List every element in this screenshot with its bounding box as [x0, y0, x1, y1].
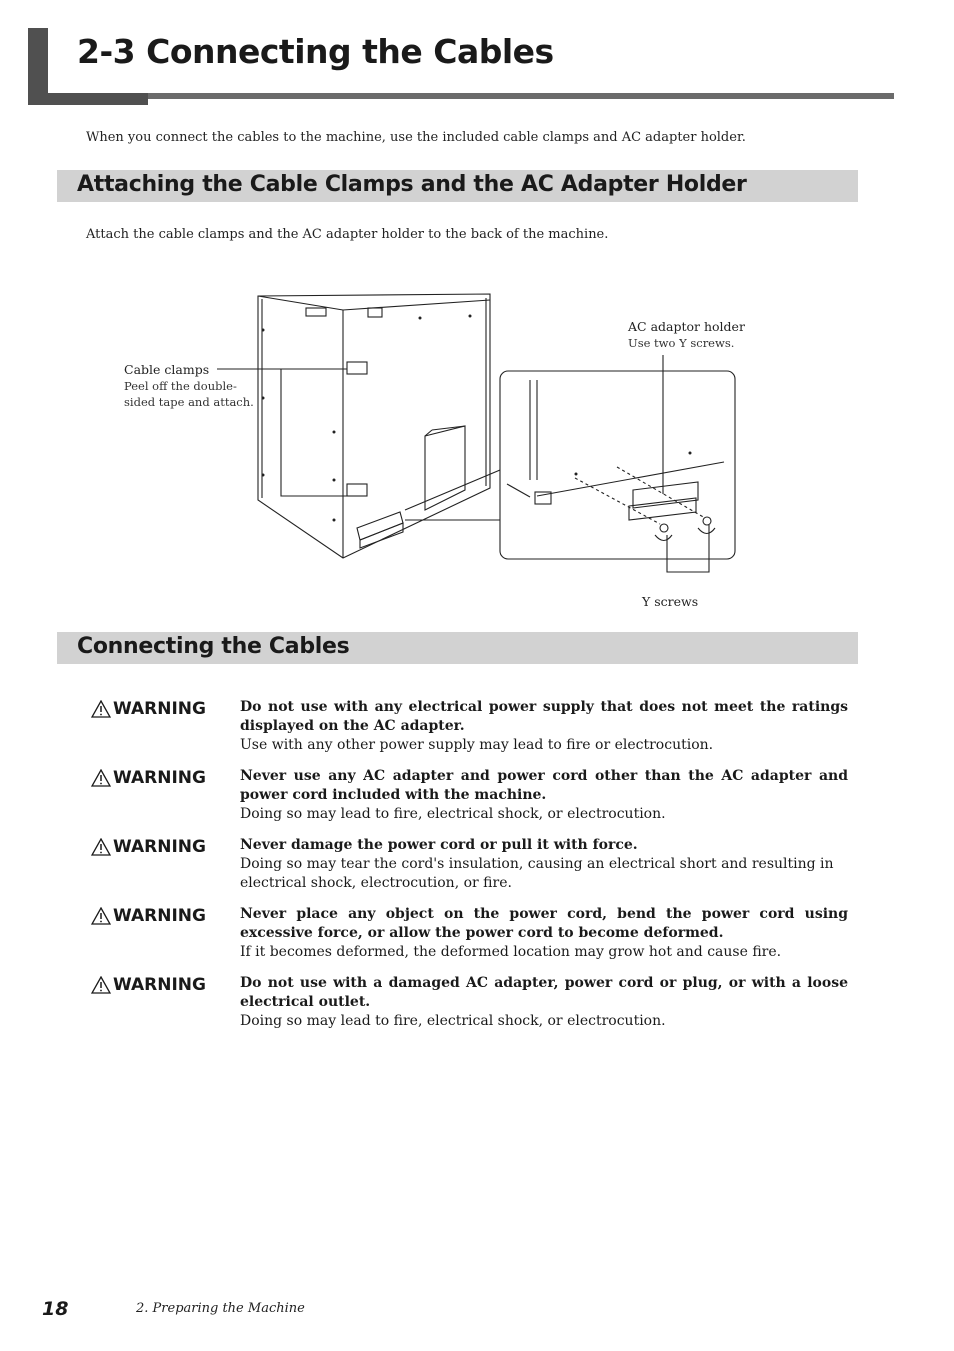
label-adaptor-holder: AC adaptor holder	[628, 319, 745, 334]
intro-text: When you connect the cables to the machine, use the included cable clamps and AC adapter holder.	[86, 130, 746, 145]
warning-text-3	[240, 836, 848, 893]
warning-triangle-icon	[91, 838, 111, 856]
warning-bold-5: Do not use with a damaged AC adapter, power cord or plug, or with a loose electrical outlet.	[240, 975, 848, 1010]
label-cable-clamps: Cable clamps	[124, 362, 210, 377]
warning-label-1	[91, 698, 206, 720]
chapter-name: 2. Preparing the Machine	[136, 1301, 305, 1316]
warning-triangle-icon	[91, 976, 111, 994]
section-header-attaching	[57, 170, 858, 202]
warning-label-2	[91, 767, 206, 789]
warning-detail-4: If it becomes deformed, the deformed location may grow hot and cause fire.	[240, 944, 782, 960]
warning-word: WARNING	[113, 699, 206, 719]
section-heading-attaching: Attaching the Cable Clamps and the AC Adapter Holder	[77, 172, 747, 197]
warning-bold-2: Never use any AC adapter and power cord other than the AC adapter and power cord included with the machine.	[240, 768, 848, 803]
label-y-screws: Y screws	[642, 594, 699, 609]
warning-triangle-icon	[91, 907, 111, 925]
cable-clamp-upper	[347, 362, 367, 374]
title-underline	[148, 93, 894, 99]
warning-text-2	[240, 767, 848, 824]
warning-word: WARNING	[113, 906, 206, 926]
warning-detail-3: Doing so may tear the cord's insulation, causing an electrical short and resulting in electrical shock, electrocution, or fire.	[240, 856, 834, 891]
section-text-attaching: Attach the cable clamps and the AC adapter holder to the back of the machine.	[86, 227, 609, 242]
warning-word: WARNING	[113, 975, 206, 995]
cabinet-outline	[258, 294, 490, 558]
section-header-connecting	[57, 632, 858, 664]
warning-label-4	[91, 905, 206, 927]
page-title: 2-3 Connecting the Cables	[77, 32, 554, 71]
warning-triangle-icon	[91, 700, 111, 718]
warning-detail-2: Doing so may lead to fire, electrical shock, or electrocution.	[240, 806, 666, 822]
label-cable-clamps-note-1: Peel off the double-	[124, 379, 237, 393]
detail-inset	[500, 371, 735, 559]
y-screw-left	[660, 524, 668, 532]
y-screw-right	[703, 517, 711, 525]
warning-bold-4: Never place any object on the power cord, bend the power cord using excessive force, or allow the power cord to become deformed.	[240, 906, 848, 941]
adaptor-holder-small	[357, 512, 403, 540]
warning-triangle-icon	[91, 769, 111, 787]
warning-text-5	[240, 974, 848, 1031]
warning-bold-3: Never damage the power cord or pull it with force.	[240, 837, 638, 853]
warning-text-1	[240, 698, 848, 755]
title-accent-stub	[28, 28, 48, 93]
label-cable-clamps-note-2: sided tape and attach.	[124, 395, 254, 409]
warning-label-3	[91, 836, 206, 858]
page-number: 18	[42, 1298, 69, 1320]
warning-bold-1: Do not use with any electrical power supply that does not meet the ratings displayed on the AC adapter.	[240, 699, 848, 734]
label-adaptor-holder-note: Use two Y screws.	[628, 336, 735, 350]
warning-word: WARNING	[113, 768, 206, 788]
warning-text-4	[240, 905, 848, 962]
warning-detail-5: Doing so may lead to fire, electrical shock, or electrocution.	[240, 1013, 666, 1029]
warning-word: WARNING	[113, 837, 206, 857]
cable-clamp-lower	[347, 484, 367, 496]
adaptor-holder-plate	[633, 482, 698, 508]
warning-label-5	[91, 974, 206, 996]
bracket-panel	[425, 426, 465, 510]
warning-detail-1: Use with any other power supply may lead to fire or electrocution.	[240, 737, 714, 753]
section-heading-connecting: Connecting the Cables	[77, 634, 350, 659]
